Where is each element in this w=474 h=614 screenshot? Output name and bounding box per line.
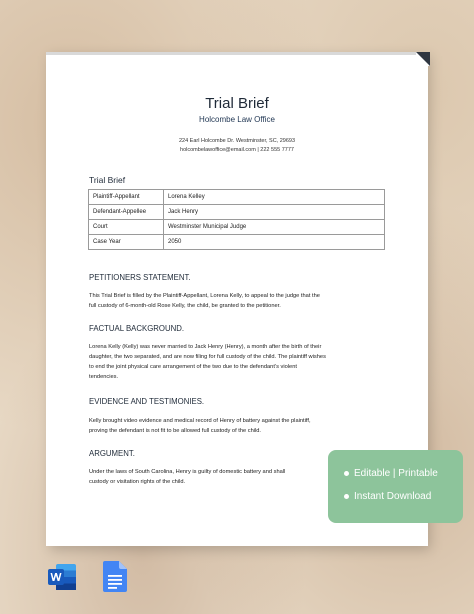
firm-address: 224 Earl Holcombe Dr. Westminster, SC, 29693 <box>178 138 296 144</box>
table-row <box>89 190 385 205</box>
section-heading-evidence: EVIDENCE AND TESTIMONIES. <box>89 397 205 406</box>
paragraph-line: full custody of 6-month-old Rose Kelly, the child, be granted to the petitioner. <box>89 303 281 309</box>
firm-contact: holcombelawoffice@email.com | 222 555 7777 <box>180 147 294 153</box>
table-row <box>89 220 385 235</box>
page-corner-cut <box>416 52 444 66</box>
paragraph-line: Under the laws of South Carolina, Henry is guilty of domestic battery and shall <box>89 469 286 475</box>
table-row <box>89 235 385 250</box>
badge-text: Editable | Printable <box>354 468 438 479</box>
paragraph-line: This Trial Brief is filled by the Plaintiff-Appellant, Lorena Kelly, to appeal to the judge that the <box>89 293 320 299</box>
table-cell-label: Case Year <box>89 235 164 250</box>
google-docs-icon[interactable] <box>103 561 127 592</box>
table-cell-value: 2050 <box>164 235 385 250</box>
section-heading-petitioners-statement: PETITIONERS STATEMENT. <box>89 273 191 282</box>
badge-text: Instant Download <box>354 491 432 502</box>
paragraph-line: custody or visitation rights of the child. <box>89 479 186 485</box>
firm-name: Holcombe Law Office <box>199 115 275 124</box>
table-cell-label: Defendant-Appellee <box>89 205 164 220</box>
paragraph-line: daughter, the two separated, and are now filing for full custody of the child. The plaintiff wishes <box>89 354 326 360</box>
paragraph-line: proving the defendant is not fit to be allowed full custody of the child. <box>89 428 261 434</box>
table-cell-value: Westminster Municipal Judge <box>164 220 385 235</box>
features-badge <box>328 450 463 523</box>
paragraph-line: Kelly brought video evidence and medical record of Henry of battery against the plaintiff, <box>89 418 311 424</box>
table-cell-label: Plaintiff-Appellant <box>89 190 164 205</box>
case-table <box>88 189 385 250</box>
bullet-icon <box>344 494 349 499</box>
table-cell-value: Jack Henry <box>164 205 385 220</box>
section-heading-argument: ARGUMENT. <box>89 449 135 458</box>
paragraph-line: tendencies. <box>89 374 119 380</box>
paragraph-line: to end the joint physical care arrangement of the two due to the defendant’s violent <box>89 364 297 370</box>
paragraph-line: Lorena Kelly (Kelly) was never married to Jack Henry (Henry), a month after the birth of their <box>89 344 322 350</box>
table-cell-label: Court <box>89 220 164 235</box>
document-title: Trial Brief <box>205 95 269 112</box>
section-body-evidence <box>89 416 387 436</box>
table-cell-value: Lorena Kelley <box>164 190 385 205</box>
bullet-icon <box>344 471 349 476</box>
section-body-petitioners-statement <box>89 291 387 311</box>
badge-line-download <box>344 491 431 502</box>
table-row <box>89 205 385 220</box>
section-body-factual-background <box>89 342 387 382</box>
microsoft-word-icon[interactable] <box>47 563 77 591</box>
page-top-strip <box>46 52 416 55</box>
badge-line-editable <box>344 468 438 479</box>
section-heading-factual-background: FACTUAL BACKGROUND. <box>89 324 185 333</box>
case-heading: Trial Brief <box>89 175 126 185</box>
